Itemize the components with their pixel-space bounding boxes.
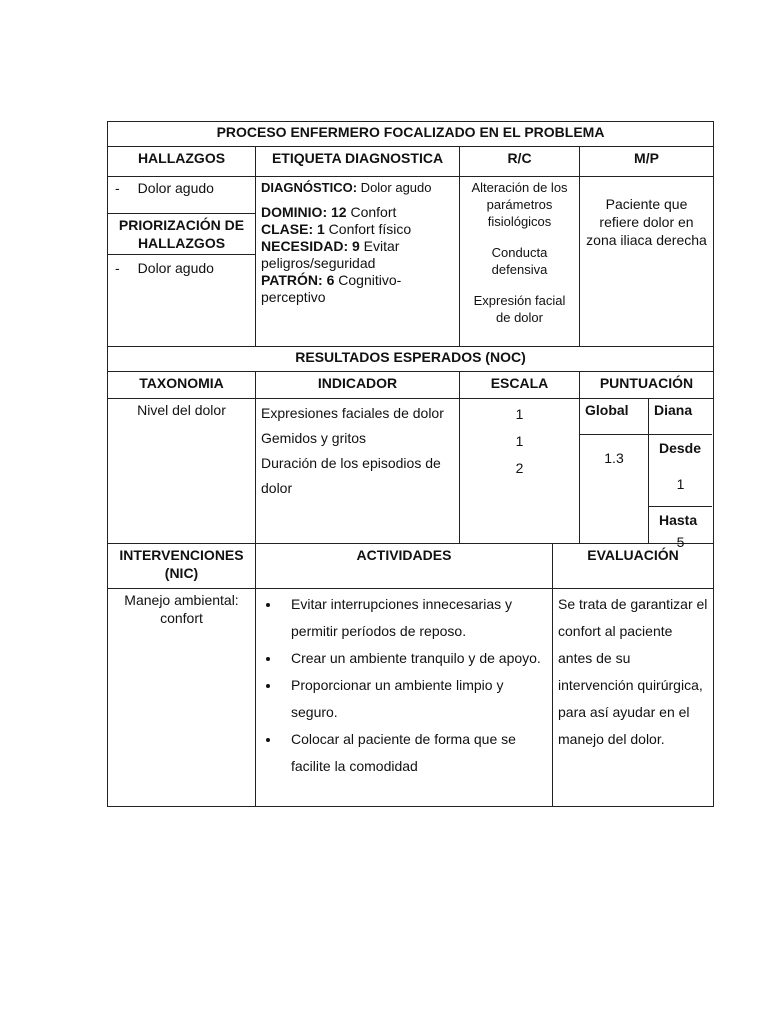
dash-marker: -: [115, 180, 120, 196]
header-intervenciones: INTERVENCIONES (NIC): [108, 544, 256, 589]
header-actividades: ACTIVIDADES: [256, 544, 553, 589]
diagnostico-label: DIAGNÓSTICO:: [261, 180, 358, 195]
diagnostico-value: Dolor agudo: [357, 180, 432, 195]
noc-table: [107, 346, 714, 550]
intervencion-cell: Manejo ambiental: confort: [108, 589, 256, 807]
desde-value: 1: [676, 476, 685, 492]
escala-value: 2: [515, 460, 524, 476]
actividad-item: • Proporcionar un ambiente limpio y seguro.: [281, 672, 547, 726]
priorizacion-text: Dolor agudo: [137, 260, 214, 276]
actividad-item: • Colocar al paciente de forma que se facilite la comodidad: [281, 726, 547, 780]
taxonomia-cell: Nivel del dolor: [108, 399, 256, 544]
desde-label: Desde: [659, 440, 702, 456]
escala-value: 1: [515, 406, 524, 422]
necesidad-label: NECESIDAD: 9: [261, 238, 360, 254]
evaluacion-cell: Se trata de garantizar el confort al paciente antes de su intervención quirúrgica, para así ayudar en el manejo del dolor.: [553, 589, 714, 807]
header-evaluacion: EVALUACIÓN: [553, 544, 714, 589]
header-indicador: INDICADOR: [256, 372, 460, 399]
nic-table: [107, 543, 714, 807]
priorizacion-item: [113, 259, 250, 277]
rc-item: Expresión facial de dolor: [473, 293, 566, 325]
hallazgo-item: [113, 179, 250, 197]
patron-label: PATRÓN: 6: [261, 272, 335, 288]
indicador-item: Duración de los episodios de dolor: [261, 455, 441, 496]
header-escala: ESCALA: [460, 372, 580, 399]
desde-cell: [649, 435, 712, 507]
actividad-item: • Evitar interrupciones innecesarias y permitir períodos de reposo.: [281, 591, 547, 645]
header-puntuacion: PUNTUACIÓN: [580, 372, 714, 399]
clase-value: Confort físico: [324, 221, 412, 237]
hasta-label: Hasta: [659, 512, 698, 528]
global-label: Global: [580, 399, 649, 435]
header-hallazgos: HALLAZGOS: [108, 147, 256, 177]
hallazgo-text: Dolor agudo: [137, 180, 214, 196]
rc-cell: [460, 177, 580, 347]
patron-value: Cognitivo-perceptivo: [261, 272, 402, 305]
puntuacion-grid: [580, 399, 713, 550]
actividad-item: • Crear un ambiente tranquilo y de apoyo.: [281, 645, 547, 672]
escala-cell: [460, 399, 580, 544]
header-rc: R/C: [460, 147, 580, 177]
diana-label: Diana: [649, 399, 712, 435]
header-etiqueta-diagnostica: ETIQUETA DIAGNOSTICA: [256, 147, 460, 177]
actividades-cell: [256, 589, 553, 807]
necesidad-value: Evitar peligros/seguridad: [261, 238, 400, 271]
mp-cell: Paciente que refiere dolor en zona iliaca derecha: [580, 177, 714, 347]
hasta-value: 5: [676, 534, 685, 550]
indicador-item: Gemidos y gritos: [261, 430, 367, 446]
rc-item: Alteración de los parámetros fisiológicos: [471, 180, 568, 229]
document-title: PROCESO ENFERMERO FOCALIZADO EN EL PROBLEMA: [108, 122, 714, 147]
clase-label: CLASE: 1: [261, 221, 325, 237]
indicador-item: Expresiones faciales de dolor: [261, 405, 444, 421]
puntuacion-cell: [580, 399, 714, 550]
indicador-cell: [256, 399, 460, 544]
header-taxonomia: TAXONOMIA: [108, 372, 256, 399]
dominio-label: DOMINIO: 12: [261, 204, 347, 220]
hallazgos-cell: [108, 177, 256, 347]
noc-title: RESULTADOS ESPERADOS (NOC): [108, 347, 714, 372]
hasta-cell: [649, 507, 712, 550]
actividades-list: [261, 591, 547, 780]
diagnostico-cell: [256, 177, 460, 347]
nursing-process-document: [107, 121, 713, 807]
dash-marker: -: [115, 260, 120, 276]
rc-item: Conducta defensiva: [491, 245, 548, 277]
global-value: 1.3: [580, 435, 649, 543]
priorizacion-heading: PRIORIZACIÓN DE HALLAZGOS: [108, 213, 255, 255]
dominio-value: Confort: [346, 204, 397, 220]
escala-value: 1: [515, 433, 524, 449]
header-mp: M/P: [580, 147, 714, 177]
diagnosis-table: [107, 121, 714, 347]
